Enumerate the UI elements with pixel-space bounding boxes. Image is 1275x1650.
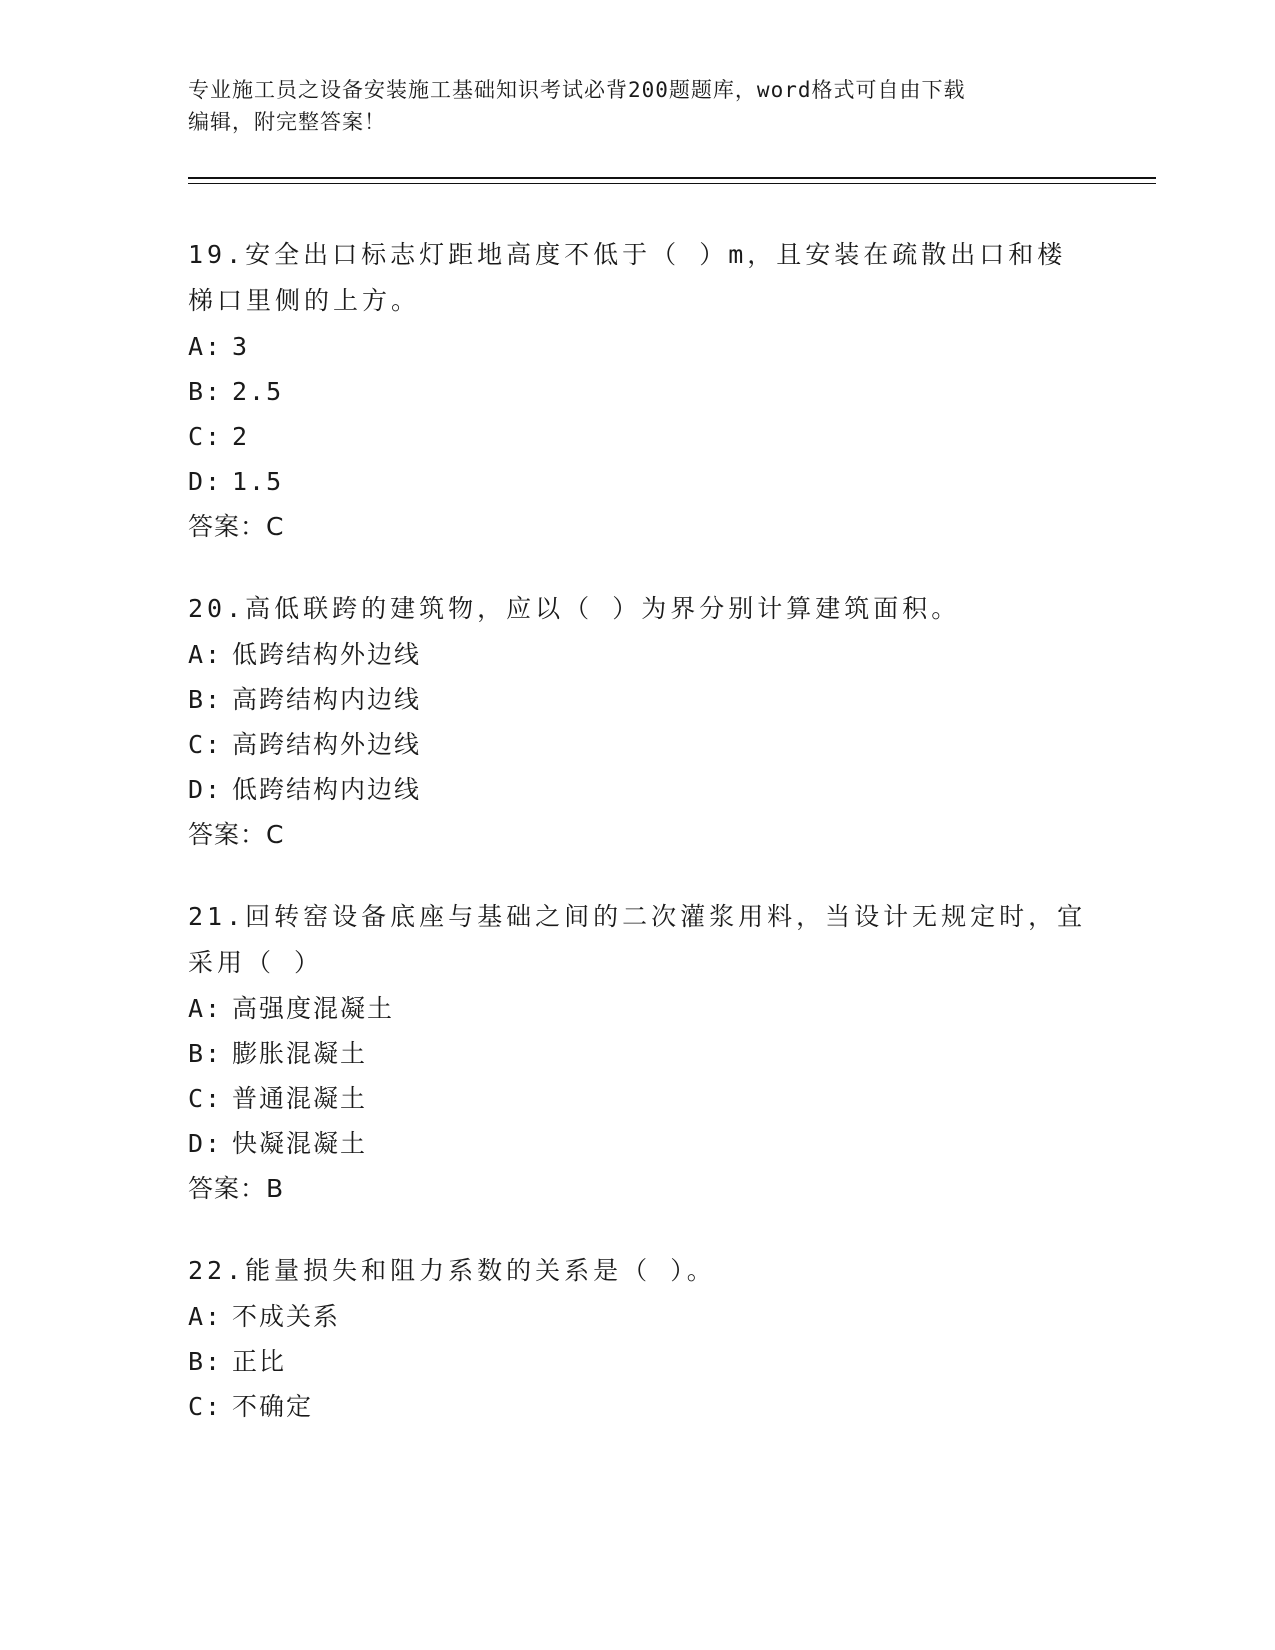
option-a	[188, 632, 1088, 677]
option-text: 2	[232, 422, 250, 451]
header-line-1: 专业施工员之设备安装施工基础知识考试必背200题题库，word格式可自由下载	[188, 78, 966, 102]
option-text: 3	[232, 332, 250, 361]
option-letter: D:	[188, 1129, 223, 1158]
option-letter: D:	[188, 467, 223, 496]
option-b	[188, 1031, 1088, 1076]
option-text: 高跨结构内边线	[232, 685, 422, 714]
answer-line: 答案：B	[188, 1174, 285, 1203]
option-text: 低跨结构内边线	[232, 775, 422, 804]
question-text: 21.回转窑设备底座与基础之间的二次灌浆用料，当设计无规定时，宜采用（ ）	[188, 902, 1087, 977]
answer-line: 答案：C	[188, 820, 285, 849]
option-letter: A:	[188, 332, 223, 361]
option-c	[188, 414, 1088, 459]
option-b	[188, 1339, 1088, 1384]
option-letter: B:	[188, 685, 223, 714]
question-22	[188, 1248, 1088, 1429]
option-letter: D:	[188, 775, 223, 804]
option-d	[188, 1121, 1088, 1166]
option-c	[188, 1384, 1088, 1429]
option-d	[188, 767, 1088, 812]
option-letter: B:	[188, 377, 223, 406]
header-divider-thin	[188, 183, 1156, 184]
option-a	[188, 324, 1088, 369]
option-c	[188, 1076, 1088, 1121]
option-text: 快凝混凝土	[232, 1129, 368, 1158]
option-letter: A:	[188, 1302, 223, 1331]
question-text: 19.安全出口标志灯距地高度不低于（ ）m，且安装在疏散出口和楼梯口里侧的上方。	[188, 240, 1067, 315]
option-letter: A:	[188, 994, 223, 1023]
option-text: 不确定	[232, 1392, 314, 1421]
option-b	[188, 369, 1088, 414]
option-text: 膨胀混凝土	[232, 1039, 368, 1068]
option-letter: C:	[188, 730, 223, 759]
header-line-2: 编辑，附完整答案！	[188, 110, 386, 134]
answer-line: 答案：C	[188, 512, 285, 541]
option-letter: C:	[188, 422, 223, 451]
option-a	[188, 986, 1088, 1031]
option-text: 高跨结构外边线	[232, 730, 422, 759]
header-divider-thick	[188, 177, 1156, 179]
option-d	[188, 459, 1088, 504]
question-19	[188, 232, 1088, 549]
option-letter: B:	[188, 1347, 223, 1376]
option-text: 低跨结构外边线	[232, 640, 422, 669]
option-letter: A:	[188, 640, 223, 669]
option-text: 1.5	[232, 467, 284, 496]
option-letter: C:	[188, 1084, 223, 1113]
question-list	[188, 232, 1088, 1466]
option-text: 正比	[232, 1347, 287, 1376]
option-a	[188, 1294, 1088, 1339]
option-text: 高强度混凝土	[232, 994, 395, 1023]
question-20	[188, 586, 1088, 857]
option-text: 不成关系	[232, 1302, 341, 1331]
option-letter: B:	[188, 1039, 223, 1068]
option-c	[188, 722, 1088, 767]
document-header	[188, 74, 1088, 138]
question-text: 22.能量损失和阻力系数的关系是（ ）。	[188, 1256, 716, 1285]
option-text: 普通混凝土	[232, 1084, 368, 1113]
option-text: 2.5	[232, 377, 284, 406]
option-b	[188, 677, 1088, 722]
option-letter: C:	[188, 1392, 223, 1421]
question-21	[188, 894, 1088, 1211]
question-text: 20.高低联跨的建筑物，应以（ ）为界分别计算建筑面积。	[188, 594, 961, 623]
